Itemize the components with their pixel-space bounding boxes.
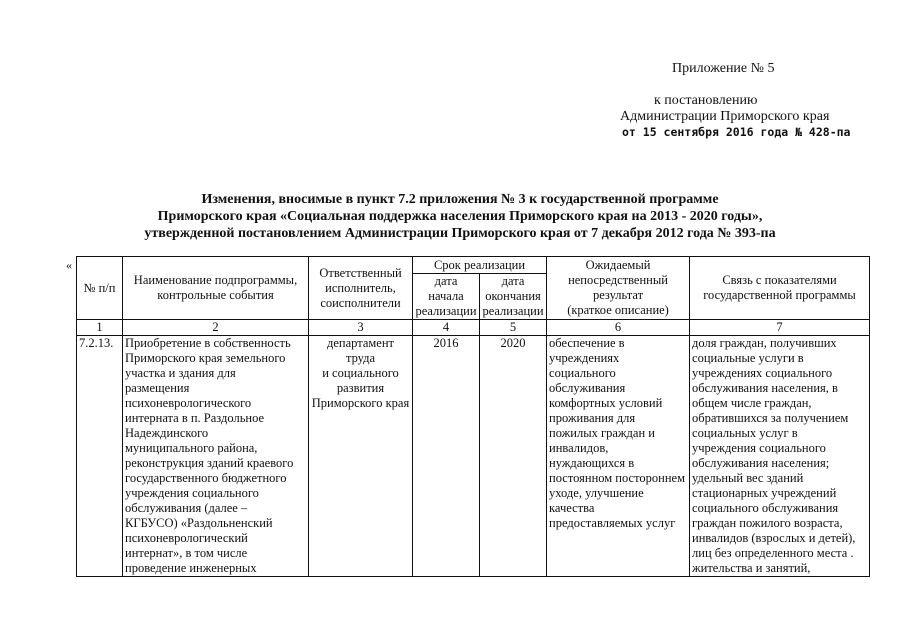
column-number-row xyxy=(77,320,870,336)
row-executor: департамент труда и социального развития Приморского края xyxy=(309,336,413,577)
row-end: 2020 xyxy=(480,336,547,577)
appendix-date: от 15 сентября 2016 года № 428-па xyxy=(622,125,851,139)
title-line-2: Приморского края «Социальная поддержка населения Приморского края на 2013 - 2020 годы», xyxy=(157,209,763,224)
col-number: 2 xyxy=(123,320,309,336)
program-table xyxy=(76,256,870,577)
header-num: № п/п xyxy=(77,257,123,320)
header-link: Связь с показателями государственной программы xyxy=(690,257,870,320)
header-period: Срок реализации xyxy=(413,257,547,274)
document-title xyxy=(60,191,860,242)
header-executor: Ответственный исполнитель, соисполнители xyxy=(309,257,413,320)
header-end: дата окончания реализации xyxy=(480,274,547,320)
row-name: Приобретение в собственность Приморского края земельного участка и здания для размещения психоневрологического интерната в п. Раздольное Надеждинского муниципального района, реконструкция зданий краевого государственного бюджетного учреждения социального обслуживания (далее – КГБУСО) «Раздольненский психоневрологический интернат», в том числе проведение инженерных xyxy=(123,336,309,577)
title-line-1: Изменения, вносимые в пункт 7.2 приложения № 3 к государственной программе xyxy=(201,192,719,207)
row-link: доля граждан, получивших социальные услуги в учреждениях социального обслуживания населения, в общем числе граждан, обратившихся за получением социальных услуг в учреждения социального обслуживания населения; удельный вес зданий стационарных учреждений социального обслуживания граждан пожилого возраста, инвалидов (взрослых и детей), лиц без определенного места . жительства и занятий, xyxy=(690,336,870,577)
opening-quote: « xyxy=(66,258,72,272)
table-row xyxy=(77,336,870,577)
row-num: 7.2.13. xyxy=(77,336,123,577)
header-row xyxy=(77,257,870,274)
header-result: Ожидаемый непосредственный результат (краткое описание) xyxy=(547,257,690,320)
title-line-3: утвержденной постановлением Администрации Приморского края от 7 декабря 2012 года № 393-па xyxy=(144,226,776,241)
appendix-authority: Администрации Приморского края xyxy=(620,109,830,124)
col-number: 1 xyxy=(77,320,123,336)
col-number: 7 xyxy=(690,320,870,336)
col-number: 6 xyxy=(547,320,690,336)
header-start: дата начала реализации xyxy=(413,274,480,320)
col-number: 4 xyxy=(413,320,480,336)
col-number: 3 xyxy=(309,320,413,336)
row-start: 2016 xyxy=(413,336,480,577)
appendix-ref: к постановлению xyxy=(654,93,758,108)
row-result: обеспечение в учреждениях социального обслуживания комфортных условий проживания для пожилых граждан и инвалидов, нуждающихся в постоянном постороннем уходе, улучшение качества предоставляемых услуг xyxy=(547,336,690,577)
header-name: Наименование подпрограммы, контрольные события xyxy=(123,257,309,320)
col-number: 5 xyxy=(480,320,547,336)
appendix-number: Приложение № 5 xyxy=(672,61,775,76)
